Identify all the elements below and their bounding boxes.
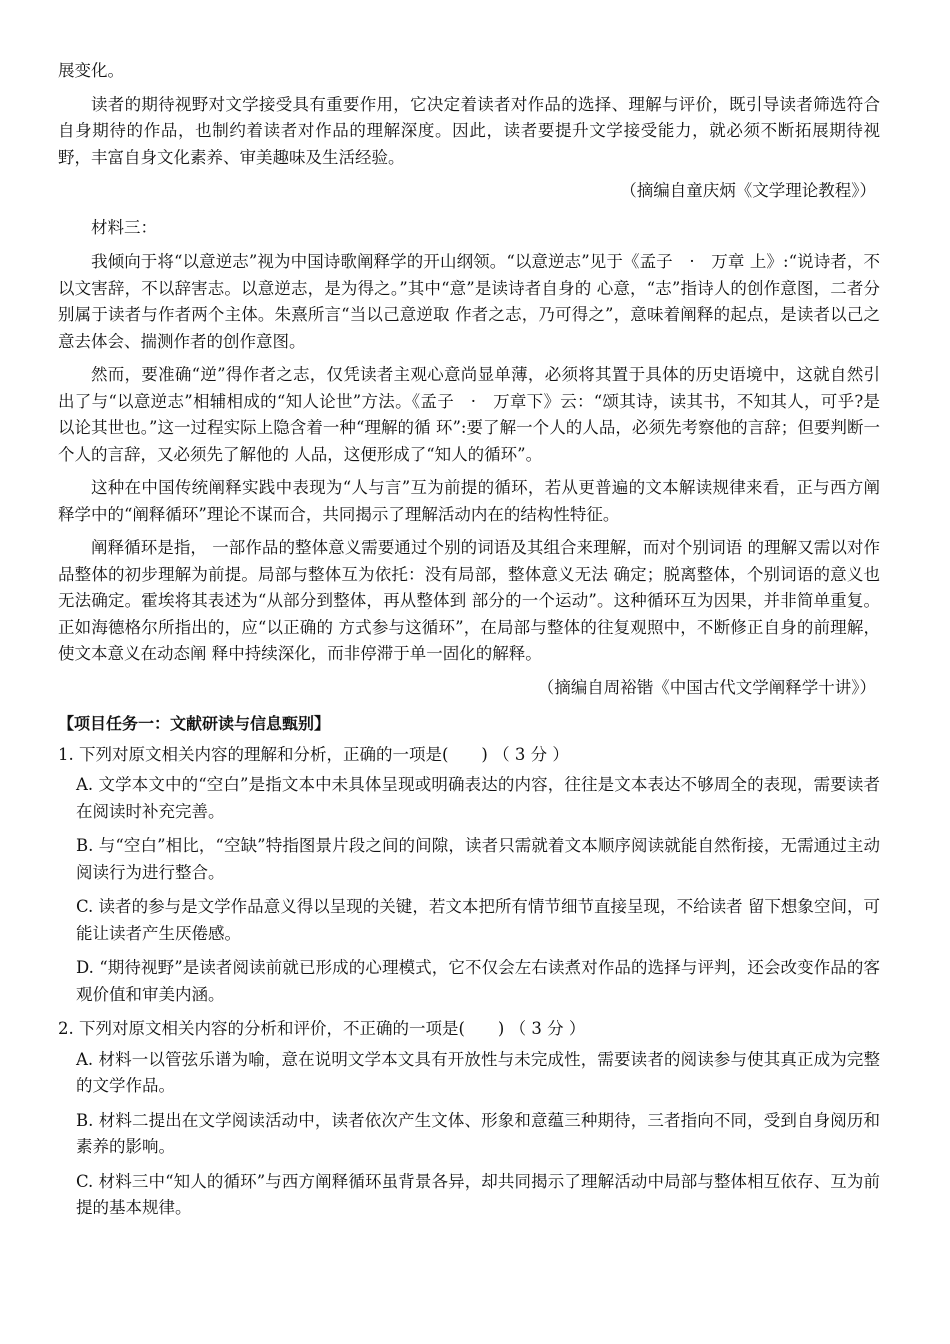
expectation-paragraph: 读者的期待视野对文学接受具有重要作用，它决定着读者对作品的选择、理解与评价，既引导读者筛选符合自身期待的作品，也制约着读者对作品的理解深度。因此，读者要提升文学接受能力，就必须不断拓展期待视野，丰富自身文化素养、审美趣味及生活经验。 — [58, 94, 880, 167]
material-3-paragraph-3: 这种在中国传统阐释实践中表现为“人与言”互为前提的循环，若从更普遍的文本解读规律来看，正与西方阐释学中的“阐释循环”理论不谋而合，共同揭示了理解活动内在的结构性特征。 — [58, 478, 880, 524]
question-1 — [58, 742, 880, 1009]
option-b[interactable]: B. 材料二提出在文学阅读活动中，读者依次产生文体、形象和意蕴三种期待，三者指向不同，受到自身阅历和素养的影响。 — [76, 1110, 880, 1156]
question-stem: 1. 下列对原文相关内容的理解和分析，正确的一项是( ) （ 3 分 ） — [58, 744, 569, 764]
material-3-paragraph-4: 阐释循环是指， 一部作品的整体意义需要通过个别的词语及其组合来理解，而对个别词语 的理解又需以对作品整体的初步理解为前提。局部与整体互为依托：没有局部，整体意义无法 确定；脱离整体，个别词语的意义也无法确定。霍埃将其表述为“从部分到整体，再从整体到 部分的一个运动”。这种循环互为因果，并非简单重复。正如海德格尔所指出的，应“以正确的 方式参与这循环”，在局部与整体的往复观照中，不断修正自身的前理解，使文本意义在动态阐 释中持续深化，而非停滞于单一固化的解释。 — [58, 538, 880, 663]
material-3-paragraph-1: 我倾向于将“以意逆志”视为中国诗歌阐释学的开山纲领。“以意逆志”见于《孟子 · 万章 上》:“说诗者，不以文害辞，不以辞害志。以意逆志，是为得之。”其中“意”是读诗者自身的 心意，“志”指诗人的创作意图，二者分别属于读者与作者两个主体。朱熹所言“当以己意逆取 作者之志，乃可得之”，意味着阐释的起点，是读者以己之意去体会、揣测作者的创作意图。 — [58, 252, 880, 351]
question-stem: 2. 下列对原文相关内容的分析和评价，不正确的一项是( ) （ 3 分 ） — [58, 1019, 586, 1038]
option-b[interactable]: B. 与“空白”相比，“空缺”特指图景片段之间的间隙，读者只需就着文本顺序阅读就能自然衔接，无需通过主动阅读行为进行整合。 — [76, 836, 880, 882]
option-c[interactable]: C. 读者的参与是文学作品意义得以呈现的关键，若文本把所有情节细节直接呈现，不给读者 留下想象空间，可能让读者产生厌倦感。 — [76, 897, 880, 943]
question-2 — [58, 1016, 880, 1222]
source-citation-3: （摘编自周裕锴《中国古代文学阐释学十讲》） — [537, 677, 876, 697]
task-title: 【项目任务一：文献研读与信息甄别】 — [58, 714, 331, 733]
material-3-paragraph-2: 然而，要准确“逆”得作者之志，仅凭读者主观心意尚显单薄，必须将其置于具体的历史语境中，这就自然引出了与“以意逆志”相辅相成的“知人论世”方法。《孟子 · 万章下》云：“颂其诗，读其书，不知其人，可乎?是以论其世也。”这一过程实际上隐含着一种“理解的循 环”:要了解一个人的人品，必须先考察他的言辞；但要判断一个人的言辞，又必须先了解他的 人品，这便形成了“知人的循环”。 — [58, 365, 880, 464]
intro-tail-text: 展变化。 — [58, 61, 124, 80]
option-d[interactable]: D. “期待视野”是读者阅读前就已形成的心理模式，它不仅会左右读煮对作品的选择与评判，还会改变作品的客观价值和审美内涵。 — [76, 958, 880, 1004]
option-a[interactable]: A. 文学本文中的“空白”是指文本中未具体呈现或明确表达的内容，往往是文本表达不够周全的表现，需要读者在阅读时补充完善。 — [76, 775, 880, 821]
option-c[interactable]: C. 材料三中“知人的循环”与西方阐释循环虽背景各异，却共同揭示了理解活动中局部与整体相互依存、互为前提的基本规律。 — [76, 1171, 880, 1217]
source-citation-2: （摘编自童庆炳《文学理论教程》） — [620, 181, 876, 200]
material-3-label: 材料三： — [91, 217, 157, 237]
option-a[interactable]: A. 材料一以管弦乐谱为喻，意在说明文学本文具有开放性与未完成性，需要读者的阅读参与使其真正成为完整的文学作品。 — [76, 1049, 880, 1095]
